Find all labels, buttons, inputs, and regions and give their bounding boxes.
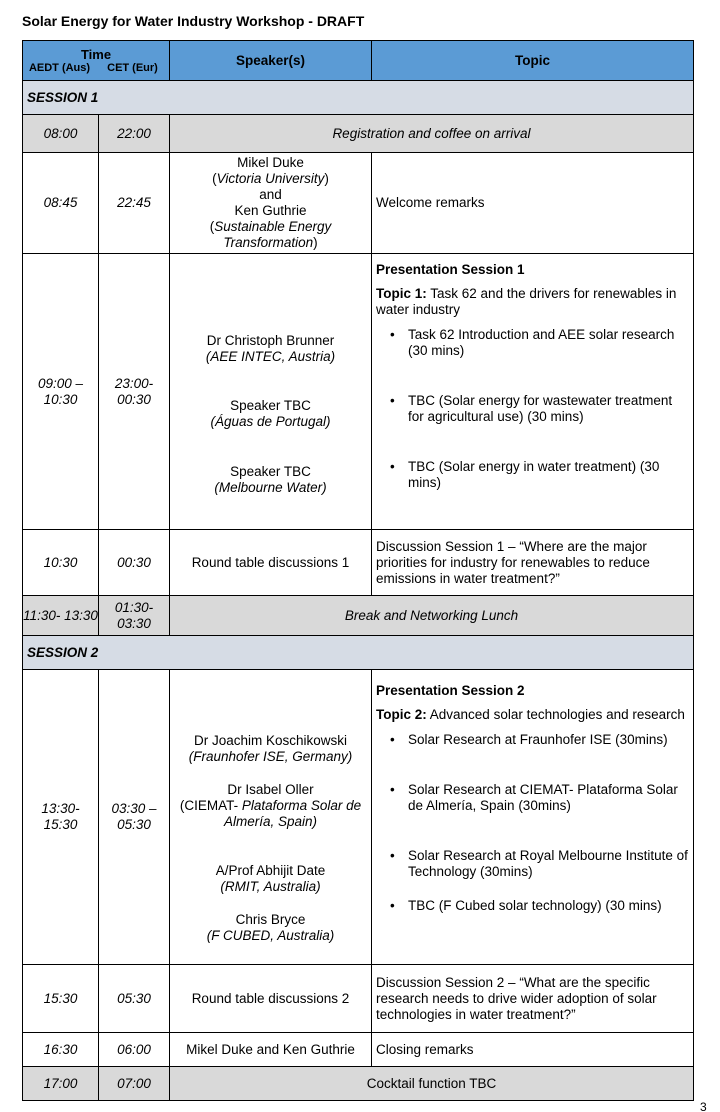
presentation-2-row	[23, 670, 694, 965]
lunch-text: Break and Networking Lunch	[170, 596, 694, 636]
speaker-org: (Fraunhofer ISE, Germany)	[188, 748, 353, 764]
aedt-cell: 13:30- 15:30	[23, 670, 99, 965]
cet-cell: 22:00	[99, 115, 170, 153]
talk-item: • TBC (F Cubed solar technology) (30 mins)	[390, 898, 689, 914]
talk-item: • TBC (Solar energy for wastewater treatment for agricultural use) (30 mins)	[390, 393, 689, 425]
welcome-speakers	[170, 153, 372, 254]
welcome-row	[23, 153, 694, 254]
aedt-cell: 09:00 – 10:30	[23, 254, 99, 530]
speaker-org: Plataforma Solar de Almería, Spain)	[223, 797, 362, 829]
round-table-topic: Discussion Session 1 – “Where are the major priorities for industry for renewables to reduce emissions in water treatment?”	[372, 530, 694, 596]
speaker-org: (RMIT, Australia)	[220, 878, 321, 894]
speaker-name: A/Prof Abhijit Date	[215, 862, 326, 878]
round-table-speaker: Round table discussions 2	[170, 965, 372, 1033]
presentation-2-speakers	[170, 670, 372, 965]
cocktail-text: Cocktail function TBC	[170, 1067, 694, 1101]
speaker-org-prefix: (CIEMAT-	[179, 797, 242, 813]
closing-row	[23, 1033, 694, 1067]
cet-cell: 23:00- 00:30	[99, 254, 170, 530]
aedt-cell: 15:30	[23, 965, 99, 1033]
table-header-row	[23, 41, 694, 81]
topic-header: Topic	[372, 41, 694, 81]
cet-cell: 07:00	[99, 1067, 170, 1101]
topic-label: Topic 1:	[376, 286, 427, 301]
session-1-label: SESSION 1	[23, 81, 694, 115]
document-title: Solar Energy for Water Industry Workshop - DRAFT	[22, 13, 365, 29]
cet-cell: 05:30	[99, 965, 170, 1033]
speaker-org: (F CUBED, Australia)	[206, 927, 335, 943]
speaker-name: Ken Guthrie	[234, 203, 307, 218]
cet-cell: 00:30	[99, 530, 170, 596]
session-2-row	[23, 636, 694, 670]
time-header	[23, 41, 170, 81]
talk-item: • Solar Research at Royal Melbourne Institute of Technology (30mins)	[390, 848, 689, 880]
paren-open: (	[209, 219, 215, 234]
aedt-cell: 08:45	[23, 153, 99, 254]
topic-label: Topic 2:	[376, 707, 427, 722]
aedt-cell: 17:00	[23, 1067, 99, 1101]
presentation-heading: Presentation Session 1	[376, 262, 525, 277]
speaker-org: Sustainable Energy Transformation	[214, 219, 332, 250]
cet-header: CET (Eur)	[107, 61, 158, 74]
registration-row	[23, 115, 694, 153]
round-table-2-row	[23, 965, 694, 1033]
speaker-name: Speaker TBC	[230, 398, 311, 413]
speaker-org: (Melbourne Water)	[214, 480, 327, 495]
speaker-org: Victoria University	[216, 171, 325, 186]
topic-text: Advanced solar technologies and research	[426, 707, 685, 722]
talk-list	[376, 327, 689, 491]
speaker-org: (Águas de Portugal)	[210, 414, 331, 429]
session-2-label: SESSION 2	[23, 636, 694, 670]
speaker-name: Chris Bryce	[235, 911, 306, 927]
page-number: 3	[700, 1100, 707, 1112]
aedt-header: AEDT (Aus)	[28, 61, 91, 74]
cet-cell: 06:00	[99, 1033, 170, 1067]
aedt-cell: 08:00	[23, 115, 99, 153]
talk-item: • Solar Research at CIEMAT- Plataforma Solar de Almería, Spain (30mins)	[390, 782, 689, 814]
session-1-row	[23, 81, 694, 115]
round-table-speaker: Round table discussions 1	[170, 530, 372, 596]
speaker-name: Speaker TBC	[230, 464, 311, 479]
speaker-name: Mikel Duke	[237, 155, 304, 170]
presentation-1-row	[23, 254, 694, 530]
talk-item: • Task 62 Introduction and AEE solar research (30 mins)	[390, 327, 689, 359]
closing-topic: Closing remarks	[372, 1033, 694, 1067]
topic-text: Task 62 and the drivers for renewables in water industry	[376, 286, 677, 317]
welcome-topic: Welcome remarks	[372, 153, 694, 254]
paren-close: )	[313, 235, 318, 250]
speakers-header: Speaker(s)	[170, 41, 372, 81]
speaker-name: Dr Isabel Oller	[227, 781, 314, 797]
aedt-cell: 11:30- 13:30	[23, 596, 99, 636]
lunch-row	[23, 596, 694, 636]
cet-cell: 03:30 – 05:30	[99, 670, 170, 965]
cet-cell: 22:45	[99, 153, 170, 254]
time-header-label: Time	[80, 46, 112, 62]
speaker-org: (AEE INTEC, Austria)	[205, 349, 336, 364]
presentation-2-topic	[372, 670, 694, 965]
and-text: and	[259, 187, 282, 202]
speaker-name: Dr Christoph Brunner	[206, 333, 335, 348]
presentation-1-topic	[372, 254, 694, 530]
closing-speaker: Mikel Duke and Ken Guthrie	[170, 1033, 372, 1067]
paren-close: )	[324, 171, 329, 186]
aedt-cell: 10:30	[23, 530, 99, 596]
paren-open: (	[212, 171, 217, 186]
speaker-name: Dr Joachim Koschikowski	[193, 732, 348, 748]
cocktail-row	[23, 1067, 694, 1101]
round-table-1-row	[23, 530, 694, 596]
talk-item: • TBC (Solar energy in water treatment) (30 mins)	[390, 459, 689, 491]
cet-cell: 01:30- 03:30	[99, 596, 170, 636]
round-table-topic: Discussion Session 2 – “What are the specific research needs to drive wider adoption of solar technologies in water treatment?”	[372, 965, 694, 1033]
talk-list	[376, 732, 689, 914]
talk-item: • Solar Research at Fraunhofer ISE (30mins)	[390, 732, 689, 748]
registration-text: Registration and coffee on arrival	[170, 115, 694, 153]
agenda-table	[22, 40, 694, 1101]
presentation-heading: Presentation Session 2	[376, 683, 525, 698]
aedt-cell: 16:30	[23, 1033, 99, 1067]
presentation-1-speakers	[170, 254, 372, 530]
